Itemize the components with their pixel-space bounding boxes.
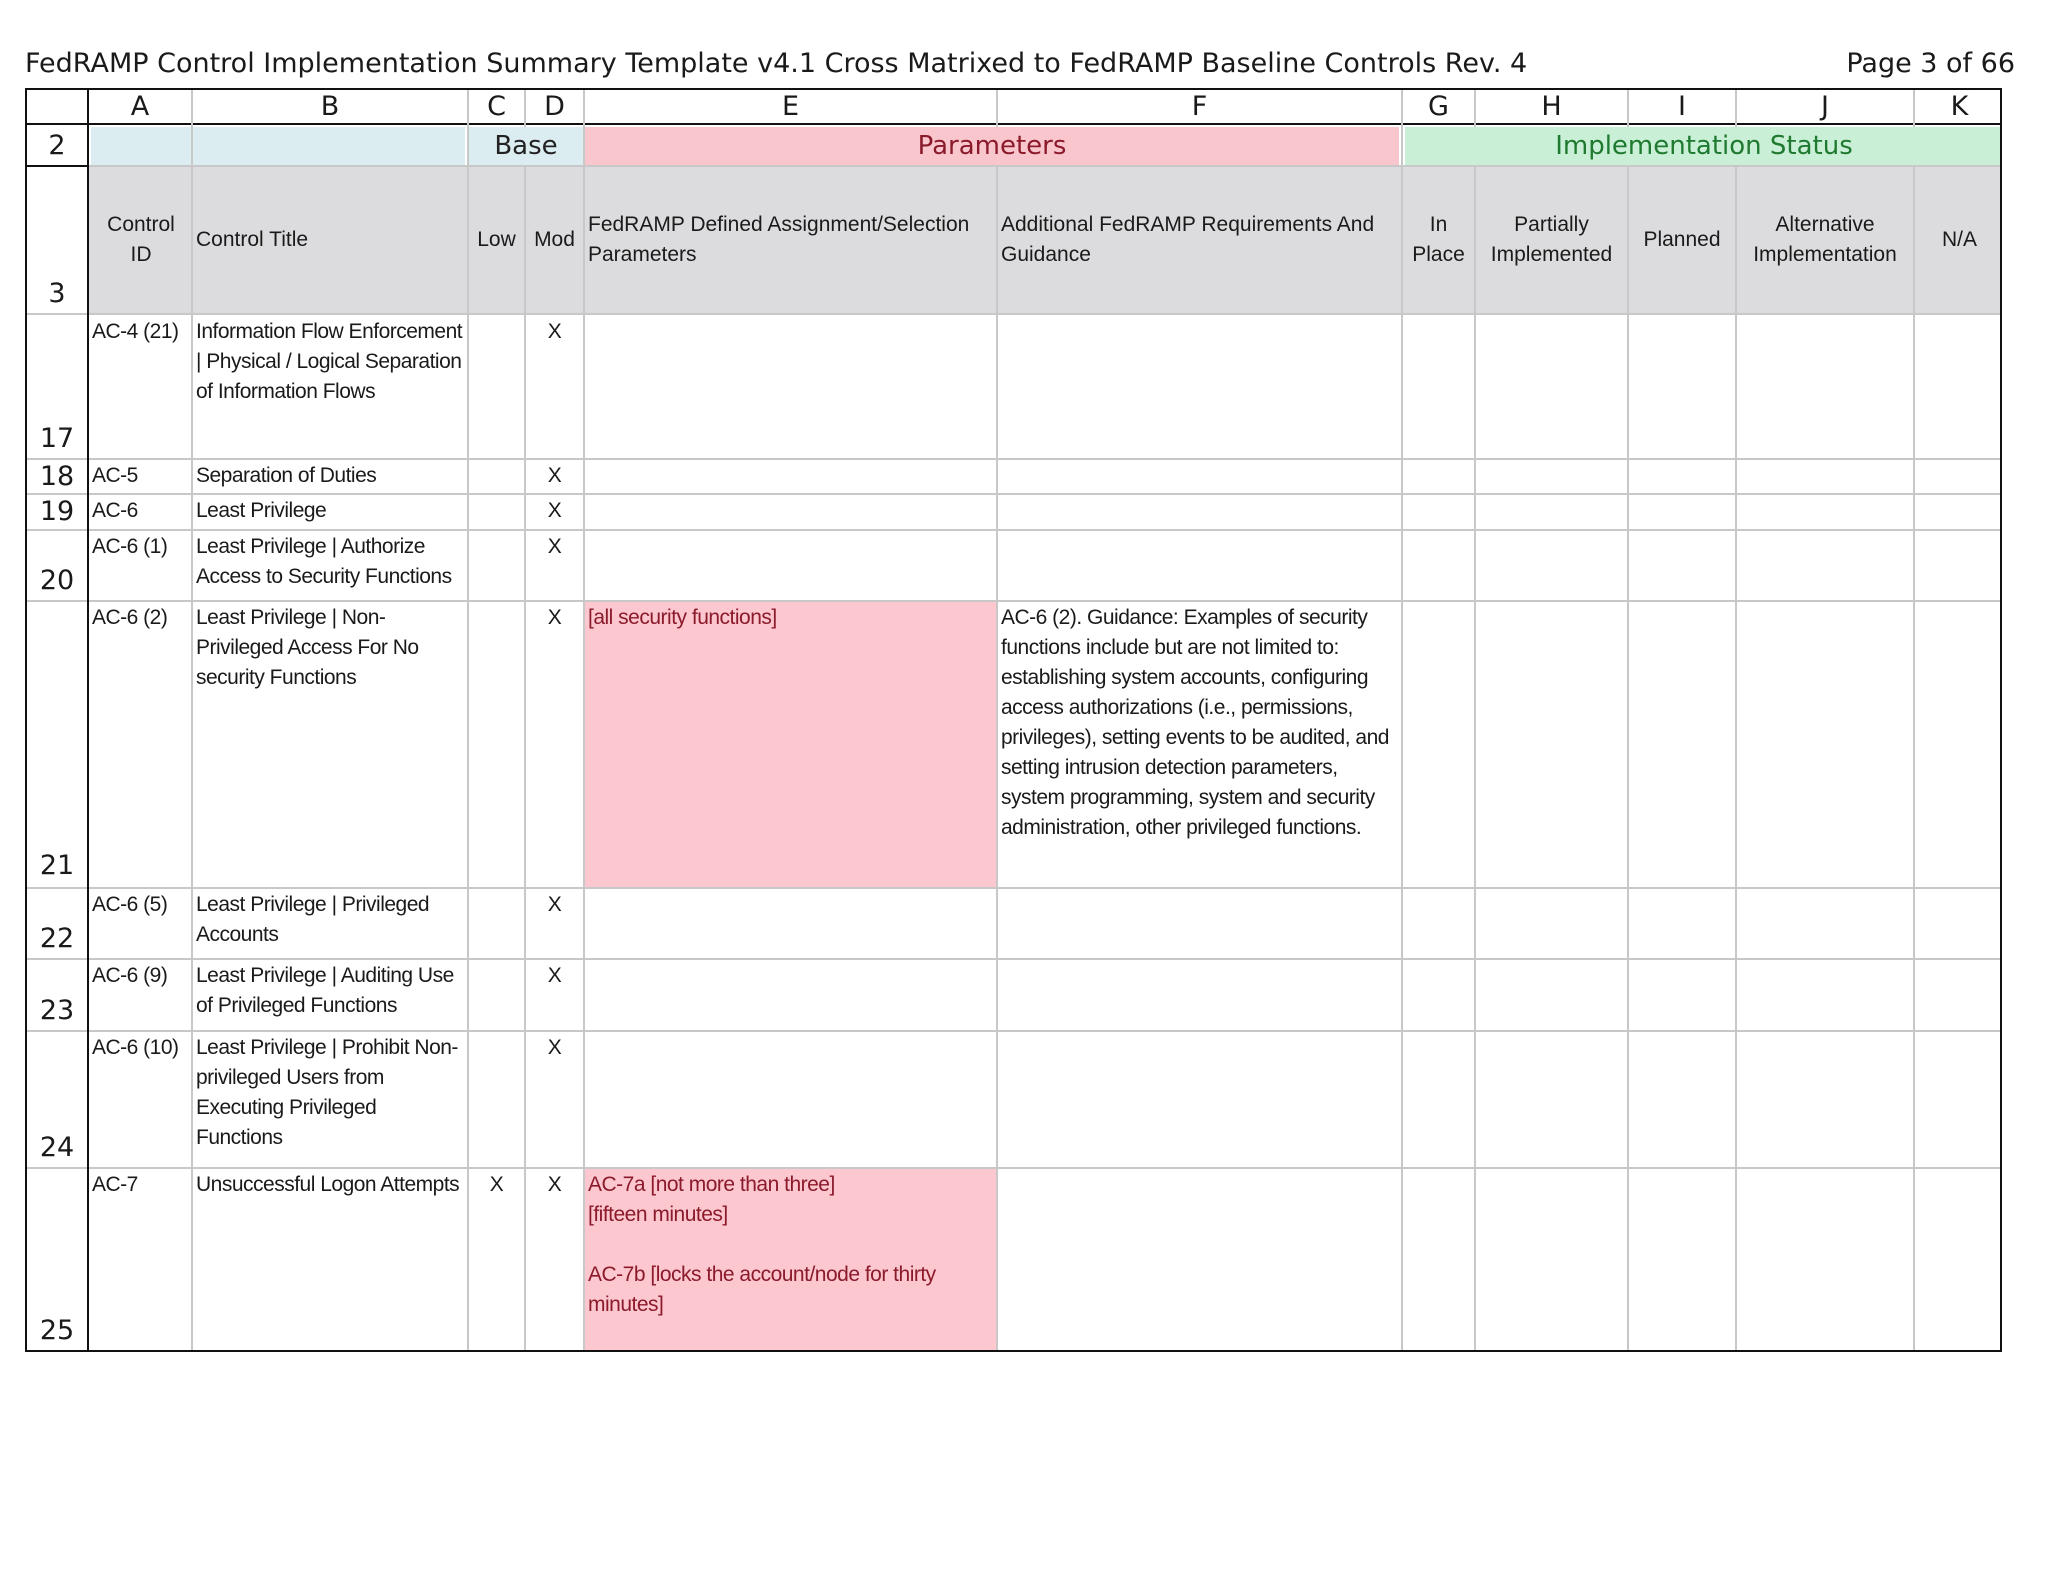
band-base: Base xyxy=(494,131,558,161)
row-number[interactable]: 24 xyxy=(39,1132,75,1163)
row-divider xyxy=(27,529,2002,531)
mod-cell[interactable]: X xyxy=(547,320,562,343)
column-letter-g[interactable]: G xyxy=(1428,91,1449,122)
param-fill-row-21 xyxy=(585,602,997,888)
band-fill-b xyxy=(193,127,465,165)
mod-cell[interactable]: X xyxy=(547,535,562,558)
header-additional-requirements: Additional FedRAMP Requirements And Guidance xyxy=(1001,213,1375,266)
row-number[interactable]: 25 xyxy=(39,1315,75,1346)
header-defined-params: FedRAMP Defined Assignment/Selection Parameters xyxy=(588,213,970,266)
mod-cell[interactable]: X xyxy=(547,464,562,487)
column-divider xyxy=(1735,165,1737,1352)
row-divider xyxy=(27,887,2002,889)
spreadsheet-table xyxy=(25,88,2002,1352)
mod-cell[interactable]: X xyxy=(547,606,562,629)
row-divider xyxy=(27,1167,2002,1169)
row-divider xyxy=(27,958,2002,960)
row-number[interactable]: 19 xyxy=(39,496,75,527)
column-letter-h[interactable]: H xyxy=(1541,91,1562,122)
control-id-cell[interactable]: AC-6 (5) xyxy=(92,893,168,916)
control-title-cell[interactable]: Information Flow Enforcement | Physical / Logical Separation of Information Flows xyxy=(196,320,463,403)
control-title-cell[interactable]: Least Privilege | Privileged Accounts xyxy=(196,893,430,946)
column-letter-k[interactable]: K xyxy=(1950,91,1969,122)
column-letter-f[interactable]: F xyxy=(1191,91,1208,122)
header-na: N/A xyxy=(1941,228,1977,251)
guidance-cell[interactable]: AC-6 (2). Guidance: Examples of security functions include but are not limited to: establishing system accounts, configuring access authorizations (i.e., permissions, privileges), setting events to be audited, and setting intrusion detection parameters, system programming, system and security administration, other privileged functions. xyxy=(1001,606,1389,839)
column-letter-e[interactable]: E xyxy=(781,91,800,122)
mod-cell[interactable]: X xyxy=(547,964,562,987)
column-divider xyxy=(1913,165,1915,1352)
control-title-cell[interactable]: Least Privilege | Auditing Use of Privileged Functions xyxy=(196,964,454,1017)
control-title-cell[interactable]: Least Privilege | Prohibit Non-privileged Users from Executing Privileged Functions xyxy=(196,1036,458,1149)
control-title-cell[interactable]: Separation of Duties xyxy=(196,464,377,487)
column-divider xyxy=(1474,165,1476,1352)
header-planned: Planned xyxy=(1643,228,1721,251)
mod-cell[interactable]: X xyxy=(547,499,562,522)
row-divider xyxy=(27,165,89,167)
parameters-cell[interactable]: AC-7a [not more than three] [fifteen minutes] AC-7b [locks the account/node for thirty minutes] xyxy=(588,1173,936,1316)
low-cell[interactable]: X xyxy=(489,1173,504,1196)
row-number[interactable]: 17 xyxy=(39,423,75,454)
header-control-id: Control ID xyxy=(107,213,175,266)
column-letter-d[interactable]: D xyxy=(544,91,565,122)
row-number[interactable]: 23 xyxy=(39,995,75,1026)
control-id-cell[interactable]: AC-6 (10) xyxy=(92,1036,179,1059)
column-divider xyxy=(1401,90,1403,1352)
header-partially-implemented: Partially Implemented xyxy=(1490,213,1613,266)
row-number-3[interactable]: 3 xyxy=(48,278,66,309)
row-divider xyxy=(27,1030,2002,1032)
column-letter-c[interactable]: C xyxy=(487,91,506,122)
control-id-cell[interactable]: AC-6 xyxy=(92,499,138,522)
page-number: Page 3 of 66 xyxy=(1846,48,2015,79)
mod-cell[interactable]: X xyxy=(547,1173,562,1196)
row-number[interactable]: 18 xyxy=(39,461,75,492)
row-number[interactable]: 21 xyxy=(39,850,75,881)
parameters-cell[interactable]: [all security functions] xyxy=(588,606,777,629)
header-alternative-implementation: Alternative Implementation xyxy=(1753,213,1897,266)
column-letter-j[interactable]: J xyxy=(1821,91,1829,122)
control-id-cell[interactable]: AC-5 xyxy=(92,464,138,487)
mod-cell[interactable]: X xyxy=(547,1036,562,1059)
header-in-place: In Place xyxy=(1412,213,1465,266)
row-number[interactable]: 22 xyxy=(39,923,75,954)
document-title: FedRAMP Control Implementation Summary Template v4.1 Cross Matrixed to FedRAMP Baseline Controls Rev. 4 xyxy=(25,48,1528,79)
row-divider xyxy=(27,493,2002,495)
band-parameters: Parameters xyxy=(917,131,1067,161)
column-letter-i[interactable]: I xyxy=(1678,91,1686,122)
row-number-2[interactable]: 2 xyxy=(48,130,66,161)
control-title-cell[interactable]: Unsuccessful Logon Attempts xyxy=(196,1173,460,1196)
row-divider xyxy=(27,600,2002,602)
column-letter-a[interactable]: A xyxy=(130,91,150,122)
mod-cell[interactable]: X xyxy=(547,893,562,916)
header-low: Low xyxy=(477,228,516,251)
control-id-cell[interactable]: AC-7 xyxy=(92,1173,138,1196)
row-number[interactable]: 20 xyxy=(39,565,75,596)
control-id-cell[interactable]: AC-6 (2) xyxy=(92,606,168,629)
row-divider xyxy=(27,313,2002,315)
control-title-cell[interactable]: Least Privilege | Authorize Access to Security Functions xyxy=(196,535,452,588)
column-letter-b[interactable]: B xyxy=(320,91,340,122)
band-fill-a xyxy=(91,127,191,165)
header-mod: Mod xyxy=(534,228,575,251)
control-id-cell[interactable]: AC-4 (21) xyxy=(92,320,179,343)
column-divider xyxy=(87,90,89,1352)
column-divider xyxy=(1627,165,1629,1352)
control-title-cell[interactable]: Least Privilege | Non-Privileged Access For No security Functions xyxy=(196,606,419,689)
control-id-cell[interactable]: AC-6 (1) xyxy=(92,535,168,558)
control-title-cell[interactable]: Least Privilege xyxy=(196,499,327,522)
header-control-title: Control Title xyxy=(196,228,309,251)
row-divider xyxy=(27,458,2002,460)
control-id-cell[interactable]: AC-6 (9) xyxy=(92,964,168,987)
band-implementation-status: Implementation Status xyxy=(1555,131,1853,161)
